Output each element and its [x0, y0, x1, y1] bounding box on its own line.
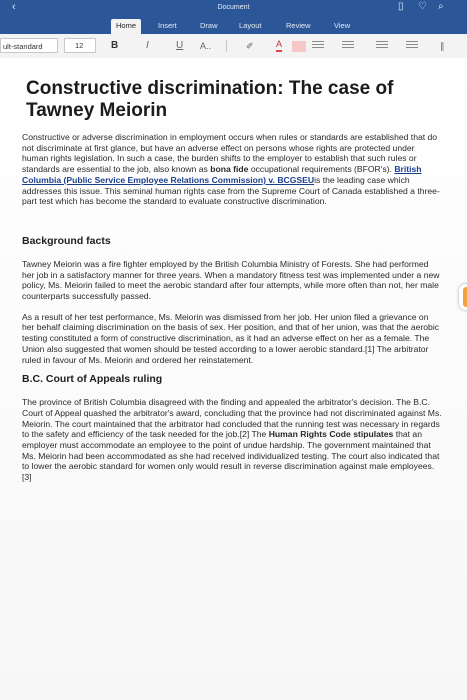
intro-paragraph: Constructive or adverse discrimination in employment occurs when rules or standards are established that do not discriminate at first glance, but have an adverse effect on persons whose rights are protected under human rights legislation. In such a case, the burden shifts to the employer to establish that such rules or standards are essential to the job, also known as bona fide occupational requirements (BFOR's). British Columbia (Public Service Employee Relations Commission) v. BCGSEUis the leading case which addresses this issue. This seminal human rights case from the Supreme Court of Canada established a three-part test which has become the standard to evaluate constructive discrimination. — [22, 132, 440, 207]
outdent-icon[interactable] — [406, 41, 418, 51]
appeal-paragraph: The province of British Columbia disagreed with the finding and appealed the arbitrator's decision. The B.C. Court of Appeal quashed the arbitrator's award, concluding that the province had not discriminated against Ms. Meiorin. The court maintained that the arbitrator had concluded that the running test was necessary in regards to the safety and efficiency of the task needed for the job.[2] The Human Rights Code stipulates that an employer must accommodate an employee to the point of undue hardship. The government maintained that Ms. Meiorin had been accommodated as she had received individualized testing. The court also indicated that to lower the aerobic standard for women only would result in reverse discrimination against male employees.[3] — [22, 397, 442, 483]
paragraph-style-icon[interactable]: ∥ — [440, 41, 445, 51]
tab-review[interactable]: Review — [286, 21, 311, 30]
document-title: Constructive discrimination: The case of Tawney Meiorin — [26, 78, 394, 121]
tab-home[interactable]: Home — [111, 19, 141, 34]
font-size-selector[interactable]: 12 — [64, 38, 96, 53]
italic-button[interactable]: I — [146, 40, 149, 51]
highlight-swatch[interactable] — [292, 41, 306, 52]
highlighter-icon[interactable]: ✐ — [246, 41, 254, 51]
background-heading: Background facts — [22, 234, 111, 247]
tab-view[interactable]: View — [334, 21, 351, 30]
formatting-toolbar — [0, 34, 467, 59]
back-arrow-icon[interactable]: ‹ — [12, 1, 16, 13]
ribbon-tabs — [0, 16, 467, 34]
title-bar — [0, 0, 467, 16]
bold-button[interactable]: B — [111, 40, 119, 51]
document-page[interactable] — [0, 58, 467, 700]
background-paragraph-1: Tawney Meiorin was a fire fighter employed by the British Columbia Ministry of Forests. She had performed her job in a satisfactory manner for three years. When a mandatory fitness test was implemented under a new policy, Ms. Meiorin failed to meet the aerobic standard after four attempts, while more often than not, her male counterparts successfully passed. — [22, 258, 440, 302]
indent-icon[interactable] — [376, 41, 388, 51]
search-icon[interactable]: ⌕ — [438, 1, 444, 12]
pen-icon[interactable]: ♡ — [418, 1, 427, 12]
scroll-handle[interactable] — [459, 284, 467, 310]
tab-insert[interactable]: Insert — [158, 21, 177, 30]
window-title: Document — [217, 4, 250, 11]
tab-draw[interactable]: Draw — [200, 21, 218, 30]
case-link[interactable]: British Columbia (Public Service Employee Relations Commission) v. BCGSEU — [22, 164, 422, 185]
appeal-heading: B.C. Court of Appeals ruling — [22, 373, 163, 386]
tab-layout[interactable]: Layout — [239, 21, 262, 30]
document-body[interactable] — [22, 78, 442, 483]
style-selector[interactable]: ult-standard — [0, 38, 58, 53]
toolbar-divider — [226, 40, 227, 52]
underline-button[interactable]: U — [176, 40, 184, 51]
background-paragraph-2: As a result of her test performance, Ms. Meiorin was dismissed from her job. Her union filed a grievance on her behalf claiming discrimination on the basis of sex. Her position, and that of her union, was that the aerobic testing constituted a form of constructive discrimination, as it had an adverse effect on her as a female. The Union also suggested that women should be tested according to a lower aerobic standard.[1] The arbitrator ruled in favour of Ms. Meiorin and ordered her reinstatement. — [22, 311, 440, 365]
font-color-button[interactable]: A — [276, 39, 282, 52]
numbered-list-icon[interactable] — [342, 41, 354, 51]
bullet-list-icon[interactable] — [312, 41, 324, 51]
more-format-button[interactable]: A.. — [200, 41, 212, 51]
save-icon[interactable]: ▯ — [398, 1, 404, 12]
